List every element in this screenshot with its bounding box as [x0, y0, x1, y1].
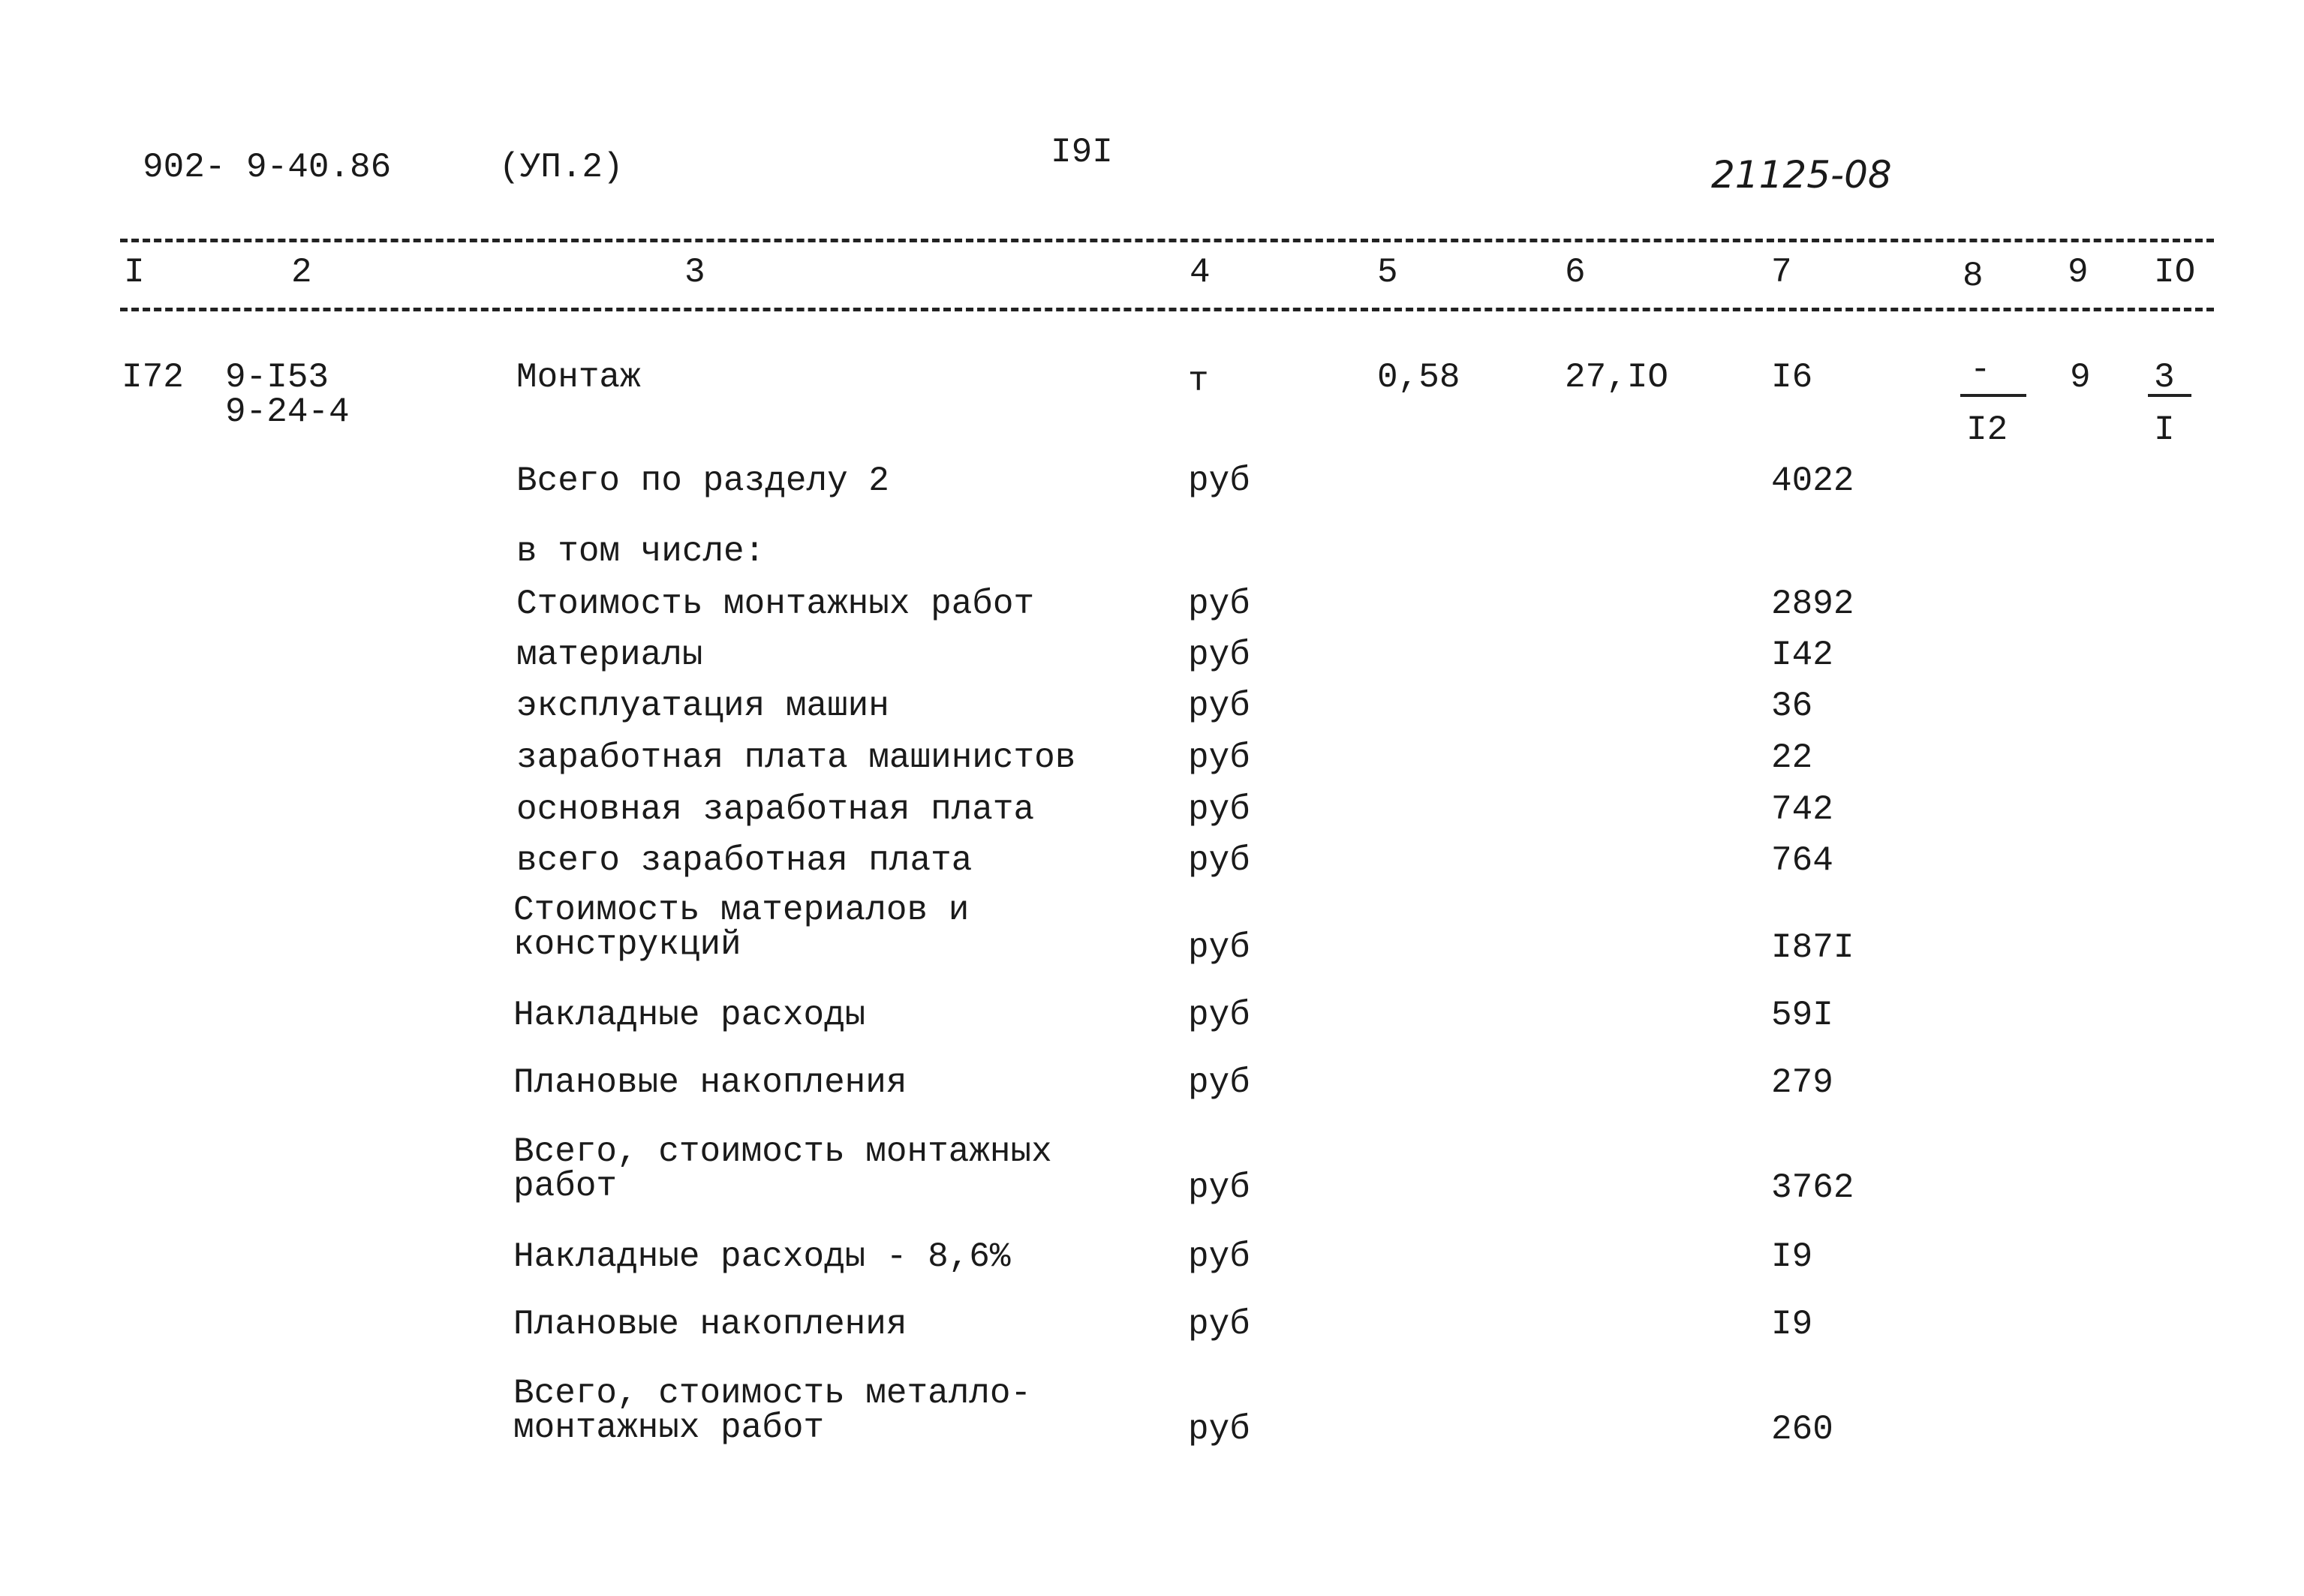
column-number-9: 9 [2068, 253, 2089, 292]
summary-name: заработная плата машинистов [516, 738, 1076, 777]
summary-value: 36 [1771, 687, 1813, 726]
summary-name: Накладные расходы - 8,6% [513, 1237, 1011, 1276]
summary-name: основная заработная плата [516, 790, 1035, 829]
summary-unit: руб [1188, 790, 1250, 829]
summary-name: Плановые накопления [513, 1063, 907, 1102]
column-number-6: 6 [1565, 253, 1586, 292]
row-position-number: I72 [122, 358, 184, 397]
row-unit: т [1188, 362, 1209, 401]
row-col8-fraction-bar [1960, 394, 2026, 397]
summary-name: Плановые накопления [513, 1305, 907, 1344]
column-number-7: 7 [1771, 253, 1792, 292]
summary-unit: руб [1188, 738, 1250, 777]
row-code-line2: 9-24-4 [225, 392, 350, 431]
summary-unit: руб [1188, 636, 1250, 675]
summary-name: Стоимость монтажных работ [516, 585, 1035, 624]
row-name: Монтаж [516, 358, 641, 397]
summary-name: всего заработная плата [516, 841, 973, 880]
summary-value: 279 [1771, 1063, 1833, 1102]
summary-unit: руб [1188, 1237, 1250, 1276]
column-number-2: 2 [291, 253, 312, 292]
summary-value: I9 [1771, 1305, 1813, 1344]
summary-unit: руб [1188, 841, 1250, 880]
bottom-dashed-rule [120, 308, 2214, 311]
summary-value: 4022 [1771, 461, 1854, 500]
column-number-5: 5 [1377, 253, 1398, 292]
summary-unit: руб [1188, 1305, 1250, 1344]
summary-value: 742 [1771, 790, 1833, 829]
row-total: I6 [1771, 358, 1813, 397]
summary-name: Накладные расходы [513, 996, 866, 1035]
summary-unit: руб [1188, 687, 1250, 726]
row-col10-denominator: I [2154, 410, 2175, 449]
row-unit-price: 27,IO [1565, 358, 1669, 397]
summary-unit: руб [1188, 928, 1250, 967]
summary-unit: руб [1188, 585, 1250, 624]
summary-name-continued: конструкций [513, 925, 741, 964]
variant-label: (УП.2) [499, 148, 624, 187]
summary-unit: руб [1188, 1410, 1250, 1449]
summary-value: I87I [1771, 928, 1854, 967]
summary-value: 59I [1771, 996, 1833, 1035]
summary-value: 764 [1771, 841, 1833, 880]
summary-name: эксплуатация машин [516, 687, 889, 726]
summary-value: I42 [1771, 636, 1833, 675]
summary-value: 2892 [1771, 585, 1854, 624]
top-dashed-rule [120, 239, 2214, 242]
row-col8-numerator: - [1970, 350, 1991, 389]
summary-unit: руб [1188, 996, 1250, 1035]
summary-unit: руб [1188, 1063, 1250, 1102]
summary-name: Всего, стоимость монтажных [513, 1132, 1052, 1171]
column-number-3: 3 [684, 253, 705, 292]
summary-value: 260 [1771, 1410, 1833, 1449]
row-quantity: 0,58 [1377, 358, 1460, 397]
summary-value: 22 [1771, 738, 1813, 777]
row-col9: 9 [2070, 358, 2091, 397]
row-col8-denominator: I2 [1966, 410, 2008, 449]
summary-name: Всего, стоимость металло- [513, 1374, 1032, 1413]
summary-name: Стоимость материалов и [513, 891, 970, 930]
summary-name-continued: работ [513, 1167, 618, 1206]
column-number-10: IO [2154, 253, 2196, 292]
column-number-1: I [124, 253, 145, 292]
summary-value: 3762 [1771, 1168, 1854, 1207]
summary-value: I9 [1771, 1237, 1813, 1276]
summary-name-continued: монтажных работ [513, 1408, 825, 1447]
stamp-number: 21125-08 [1711, 153, 1892, 197]
summary-name: материалы [516, 636, 703, 675]
summary-unit: руб [1188, 1168, 1250, 1207]
document-code: 902- 9-40.86 [143, 148, 392, 187]
column-number-8: 8 [1963, 257, 1984, 296]
row-code-line1: 9-I53 [225, 358, 329, 397]
page-number: I9I [1051, 133, 1113, 172]
summary-name: Всего по разделу 2 [516, 461, 889, 500]
column-number-4: 4 [1190, 253, 1211, 292]
row-col10-fraction-bar [2148, 394, 2191, 397]
summary-subheading: в том числе: [516, 532, 765, 571]
row-col10-numerator: 3 [2154, 358, 2175, 397]
summary-unit: руб [1188, 461, 1250, 500]
